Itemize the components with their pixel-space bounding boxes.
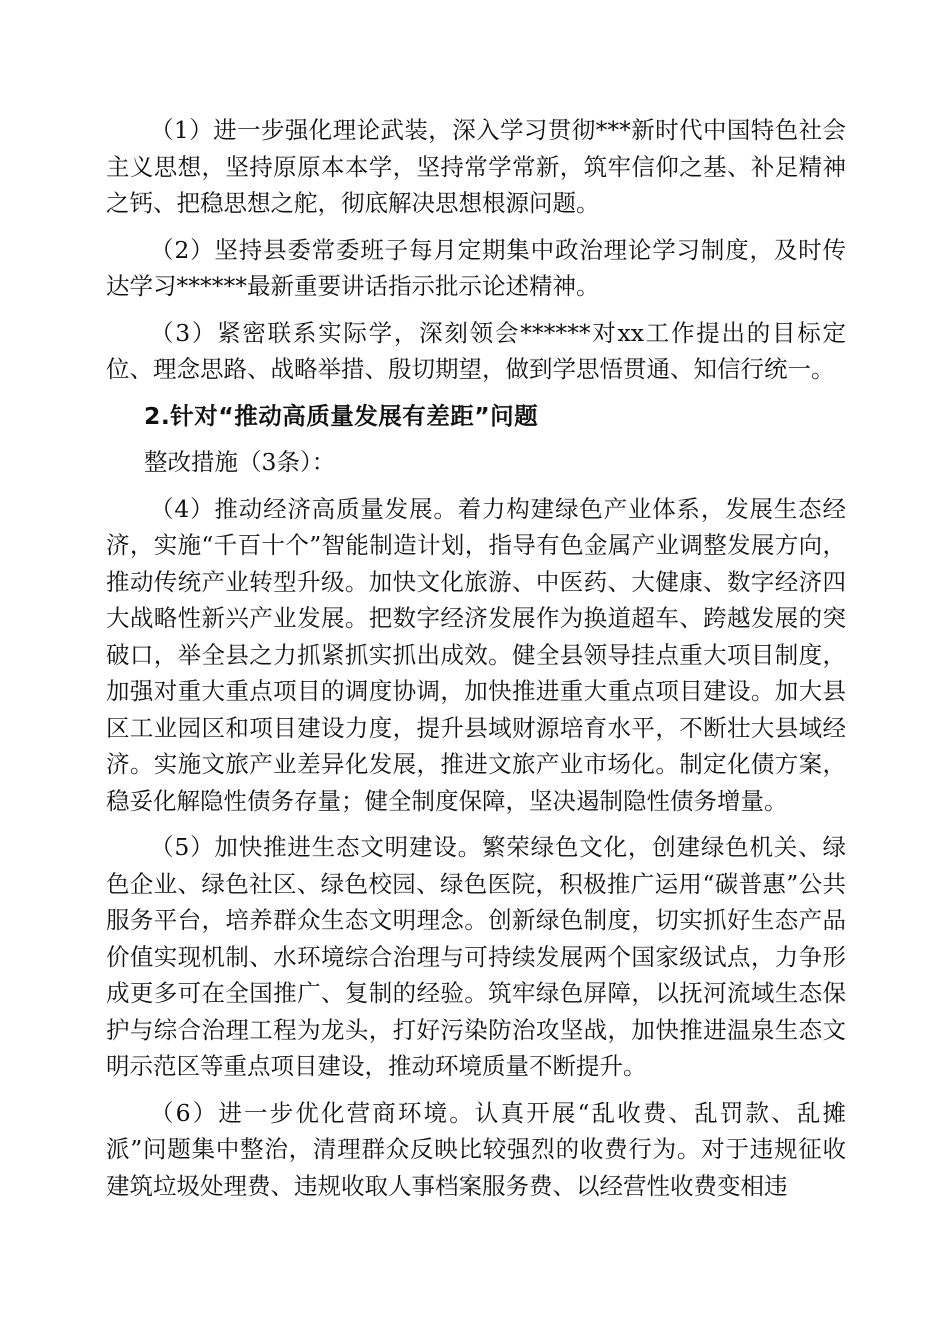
paragraph-measure-3: （3）紧密联系实际学，深刻领会******对xx工作提出的目标定位、理念思路、战略举措、殷切期望，做到学思悟贯通、知信行统一。	[106, 318, 846, 383]
paragraph-measure-5: （5）加快推进生态文明建设。繁荣绿色文化，创建绿色机关、绿色企业、绿色社区、绿色校园、绿色医院，积极推广运用“碳普惠”公共服务平台，培养群众生态文明理念。创新绿色制度，切实抓好生态产品价值实现机制、水环境综合治理与可持续发展两个国家级试点，力争形成更多可在全国推广、复制的经验。筑牢绿色屏障，以抚河流域生态保护与综合治理工程为龙头，打好污染防治攻坚战，加快推进温泉生态文明示范区等重点项目建设，推动环境质量不断提升。	[106, 833, 846, 1080]
paragraph-measure-4: （4）推动经济高质量发展。着力构建绿色产业体系，发展生态经济，实施“千百十个”智能制造计划，指导有色金属产业调整发展方向，推动传统产业转型升级。加快文化旅游、中医药、大健康、数字经济四大战略性新兴产业发展。把数字经济发展作为换道超车、跨越发展的突破口，举全县之力抓紧抓实抓出成效。健全县领导挂点重大项目制度，加强对重大重点项目的调度协调，加快推进重大重点项目建设。加大县区工业园区和项目建设力度，提升县域财源培育水平，不断壮大县域经济。实施文旅产业差异化发展，推进文旅产业市场化。制定化债方案，稳妥化解隐性债务存量；健全制度保障，坚决遏制隐性债务增量。	[106, 494, 846, 815]
paragraph-measure-6: （6）进一步优化营商环境。认真开展“乱收费、乱罚款、乱摊派”问题集中整治，清理群众反映比较强烈的收费行为。对于违规征收建筑垃圾处理费、违规收取人事档案服务费、以经营性收费变相违	[106, 1098, 846, 1200]
paragraph-measure-2: （2）坚持县委常委班子每月定期集中政治理论学习制度，及时传达学习******最新重要讲话指示批示论述精神。	[106, 235, 846, 300]
section-heading-2: 2.针对“推动高质量发展有差距”问题	[144, 401, 539, 430]
rectification-measures-label: 整改措施（3条）：	[144, 448, 336, 476]
document-body	[106, 112, 846, 1214]
paragraph-measure-1: （1）进一步强化理论武装，深入学习贯彻***新时代中国特色社会主义思想，坚持原原本本学，坚持常学常新，筑牢信仰之基、补足精神之钙、把稳思想之舵，彻底解决思想根源问题。	[106, 116, 846, 217]
